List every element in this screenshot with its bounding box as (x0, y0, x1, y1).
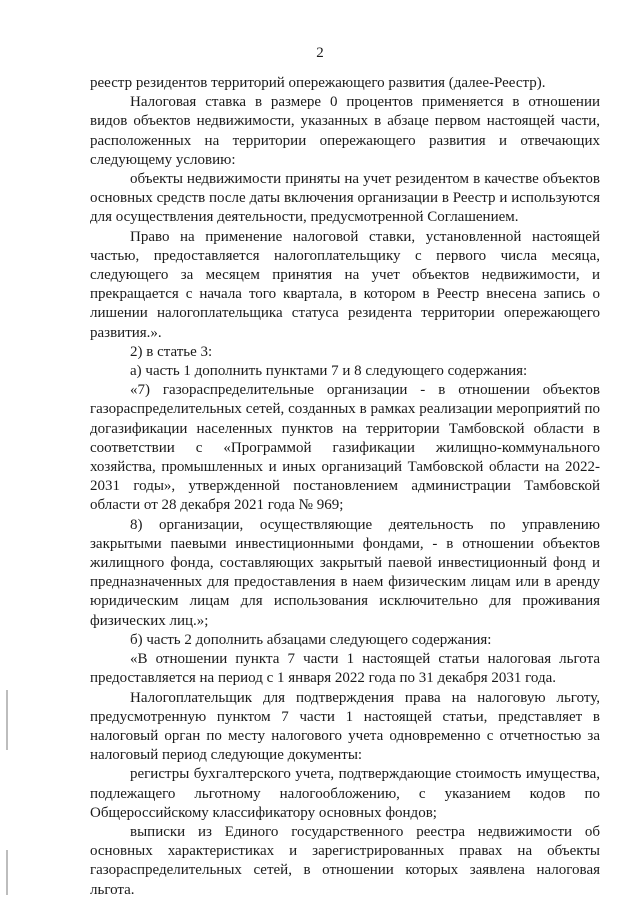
paragraph-1: реестр резидентов территорий опережающего развития (далее-Реестр). (90, 75, 546, 91)
paragraph-12: регистры бухгалтерского учета, подтверждающие стоимость имущества, подлежащего льготному налогообложению, с указанием кодов по Общероссийскому классификатору основных фондов; (90, 766, 600, 821)
paragraph-7: «7) газораспределительные организации - в отношении объектов газораспределительных сетей, созданных в рамках реализации мероприятий по догазификации населенных пунктов на территории Тамбовской области в соответствии с «Программой газификации жилищно-коммунального хозяйства, промышленных и иных организаций Тамбовской области на 2022-2031 годы», утвержденной постановлением администрации Тамбовской области от 28 декабря 2021 года № 969; (90, 382, 600, 514)
document-body (90, 74, 600, 900)
paragraph-3: объекты недвижимости приняты на учет резидентом в качестве объектов основных средств после даты включения организации в Реестр и используются для осуществления деятельности, предусмотренной Соглашением. (90, 171, 600, 226)
page-number: 2 (316, 45, 324, 61)
paragraph-2: Налоговая ставка в размере 0 процентов применяется в отношении видов объектов недвижимости, указанных в абзаце первом настоящей части, расположенных на территории опережающего развития и отвечающих следующему условию: (90, 94, 600, 168)
paragraph-9: б) часть 2 дополнить абзацами следующего содержания: (130, 631, 492, 648)
scan-margin-mark (6, 850, 8, 895)
paragraph-10: «В отношении пункта 7 части 1 настоящей статьи налоговая льгота предоставляется на период с 1 января 2022 года по 31 декабря 2031 года. (90, 651, 600, 687)
paragraph-8: 8) организации, осуществляющие деятельность по управлению закрытыми паевыми инвестиционными фондами, - в отношении объектов жилищного фонда, составляющих закрытый паевой инвестиционный фонд и предназначенных для предоставления в наем физическим лицам или в аренду юридическим лицам для использования исключительно для проживания физических лиц.»; (90, 516, 600, 629)
paragraph-11: Налогоплательщик для подтверждения права на налоговую льготу, предусмотренную пунктом 7 части 1 настоящей статьи, представляет в налоговый орган по месту налогового учета одновременно с отчетностью за налоговый период следующие документы: (90, 689, 600, 764)
paragraph-4: Право на применение налоговой ставки, установленной настоящей частью, предоставляется налогоплательщику с первого числа месяца, следующего за месяцем принятия на учет объектов недвижимости, и прекращается с начала того квартала, в котором в Реестр внесена запись о лишении налогоплательщика статуса резидента территории опережающего развития.». (90, 228, 600, 341)
scan-margin-mark (6, 690, 8, 750)
paragraph-5: 2) в статье 3: (130, 343, 213, 360)
paragraph-13: выписки из Единого государственного реестра недвижимости об основных характеристиках и зарегистрированных правах на объекты газораспределительных сетей, в отношении которых заявлена налоговая льгота. (90, 823, 600, 898)
paragraph-6: а) часть 1 дополнить пунктами 7 и 8 следующего содержания: (130, 363, 528, 380)
